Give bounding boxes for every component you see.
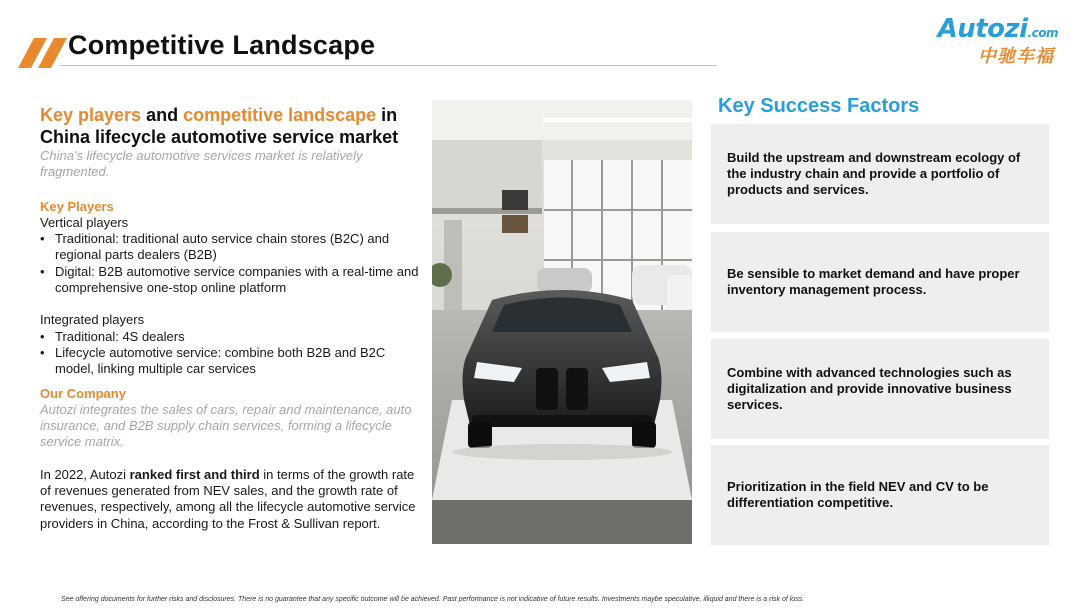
key-players-label: Key Players: [40, 198, 114, 214]
section-heading: Key players and competitive landscape in China lifecycle automotive service market: [40, 105, 399, 147]
success-factor-text: Be sensible to market demand and have proper inventory management process.: [727, 265, 1020, 297]
success-factor-card: [711, 339, 1049, 439]
list-item: • Digital: B2B automotive service companies with a real-time and comprehensive one-stop online platform: [40, 264, 420, 297]
logo-wordmark: Autozi.com: [937, 14, 1058, 44]
success-factor-card: [711, 232, 1049, 332]
company-logo: [934, 14, 1064, 70]
competitive-overview: [40, 104, 420, 532]
our-company-text: Autozi integrates the sales of cars, repair and maintenance, auto insurance, and B2B supply chain services, forming a lifecycle service matrix.: [40, 401, 412, 450]
integrated-players-label: Integrated players: [40, 312, 145, 328]
list-item: • Lifecycle automotive service: combine both B2B and B2C model, linking multiple car services: [40, 345, 420, 378]
showroom-car-photo: [432, 100, 692, 544]
page-title: Competitive Landscape: [68, 30, 376, 60]
success-factor-card: [711, 445, 1049, 545]
logo-chinese-name: 中驰车福: [978, 46, 1054, 67]
success-factor-text: Combine with advanced technologies such as digitalization and provide innovative business services.: [727, 364, 1012, 413]
ranking-paragraph: In 2022, Autozi ranked first and third in terms of the growth rate of revenues generated from NEV sales, and the growth rate of revenues, respectively, among all the lifecycle automotive service providers in China, according to the Frost & Sullivan report.: [40, 466, 416, 531]
vertical-players-label: Vertical players: [40, 214, 129, 230]
key-success-factors-title: Key Success Factors: [718, 95, 920, 117]
integrated-players-list: [40, 329, 420, 378]
vertical-players-list: [40, 231, 420, 296]
market-intro: China's lifecycle automotive services market is relatively fragmented.: [40, 148, 363, 180]
title-accent-slashes: [16, 38, 62, 68]
list-item: • Traditional: traditional auto service chain stores (B2C) and regional parts dealers (B2B): [40, 231, 420, 264]
success-factor-text: Prioritization in the field NEV and CV to be differentiation competitive.: [727, 478, 989, 510]
success-factor-text: Build the upstream and downstream ecology of the industry chain and provide a portfolio of products and services.: [727, 149, 1021, 198]
list-item: • Traditional: 4S dealers: [40, 329, 420, 345]
disclaimer-footer: See offering documents for further risks and disclosures. There is no guarantee that any specific outcome will be achieved. Past performance is not indicative of future results. Investments maybe speculative, illiquid and there is a risk of loss.: [61, 596, 805, 603]
title-divider: [60, 65, 717, 66]
our-company-label: Our Company: [40, 385, 126, 401]
success-factor-card: [711, 124, 1049, 224]
